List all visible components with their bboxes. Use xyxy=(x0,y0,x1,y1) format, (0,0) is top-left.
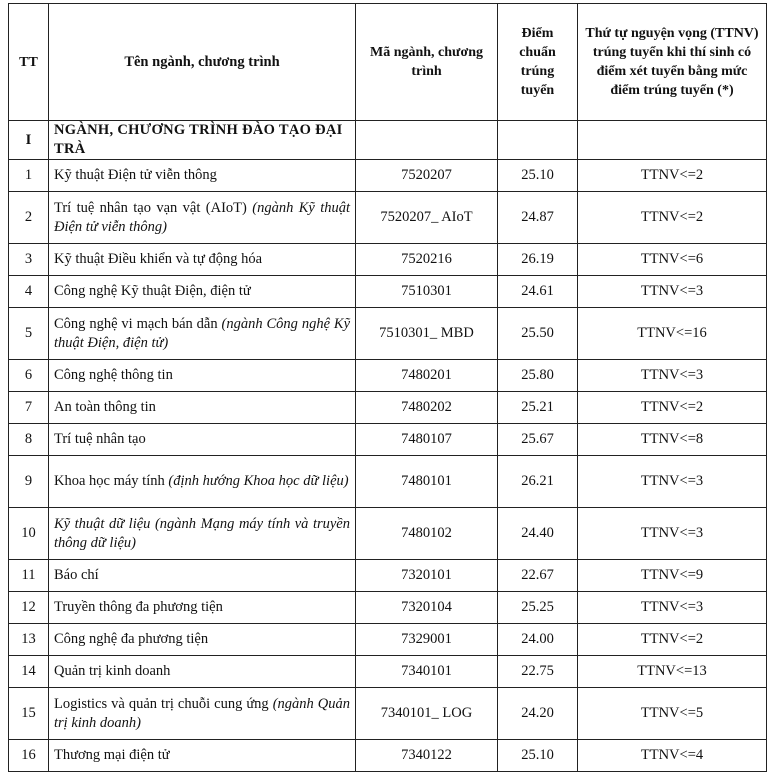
wish-order: TTNV<=2 xyxy=(578,624,767,656)
program-name-text: Công nghệ vi mạch bán dẫn xyxy=(54,315,218,332)
program-name-text: Công nghệ thông tin xyxy=(54,367,173,383)
program-name-text: Trí tuệ nhân tạo xyxy=(54,431,146,447)
program-name xyxy=(49,192,356,244)
wish-order: TTNV<=4 xyxy=(578,740,767,772)
wish-order: TTNV<=3 xyxy=(578,592,767,624)
program-name-text: Truyền thông đa phương tiện xyxy=(54,599,223,615)
program-name xyxy=(49,392,356,424)
program-code: 7480102 xyxy=(356,508,498,560)
row-number: 9 xyxy=(9,456,49,508)
row-number: 15 xyxy=(9,688,49,740)
row-number: 3 xyxy=(9,244,49,276)
wish-order: TTNV<=9 xyxy=(578,560,767,592)
program-code: 7520207 xyxy=(356,160,498,192)
wish-order: TTNV<=3 xyxy=(578,456,767,508)
table-row xyxy=(9,276,767,308)
cutoff-score: 25.67 xyxy=(498,424,578,456)
program-code: 7510301_ MBD xyxy=(356,308,498,360)
program-name xyxy=(49,508,356,560)
row-number: 13 xyxy=(9,624,49,656)
cutoff-score: 25.25 xyxy=(498,592,578,624)
program-note: (ngành Quản trị kinh doanh) xyxy=(54,695,350,731)
program-code: 7480202 xyxy=(356,392,498,424)
header-wish-order: Thứ tự nguyện vọng (TTNV) trúng tuyển khi thí sinh có điểm xét tuyển bằng mức điểm trúng tuyển (*) xyxy=(578,4,767,121)
wish-order: TTNV<=16 xyxy=(578,308,767,360)
row-number: 11 xyxy=(9,560,49,592)
wish-order: TTNV<=3 xyxy=(578,276,767,308)
program-name xyxy=(49,308,356,360)
table-row xyxy=(9,308,767,360)
header-program-name: Tên ngành, chương trình xyxy=(49,4,356,121)
row-number: 14 xyxy=(9,656,49,688)
cutoff-score: 25.80 xyxy=(498,360,578,392)
row-number: 10 xyxy=(9,508,49,560)
program-name xyxy=(49,688,356,740)
cutoff-score: 25.21 xyxy=(498,392,578,424)
row-number: 7 xyxy=(9,392,49,424)
program-code: 7320104 xyxy=(356,592,498,624)
header-tt: TT xyxy=(9,4,49,121)
table-row xyxy=(9,360,767,392)
cutoff-score: 24.00 xyxy=(498,624,578,656)
table-row xyxy=(9,560,767,592)
cutoff-score: 26.21 xyxy=(498,456,578,508)
cutoff-score: 26.19 xyxy=(498,244,578,276)
wish-order: TTNV<=2 xyxy=(578,392,767,424)
table-row xyxy=(9,456,767,508)
program-note: (định hướng Khoa học dữ liệu) xyxy=(168,473,349,489)
cutoff-score: 25.10 xyxy=(498,160,578,192)
section-row xyxy=(9,121,767,160)
wish-order: TTNV<=3 xyxy=(578,508,767,560)
program-name xyxy=(49,360,356,392)
row-number: 12 xyxy=(9,592,49,624)
wish-order: TTNV<=6 xyxy=(578,244,767,276)
cutoff-score: 24.87 xyxy=(498,192,578,244)
section-empty-cell xyxy=(578,121,767,160)
wish-order: TTNV<=8 xyxy=(578,424,767,456)
table-row xyxy=(9,740,767,772)
program-name-text: Thương mại điện tử xyxy=(54,747,170,763)
program-name xyxy=(49,244,356,276)
program-name-text: An toàn thông tin xyxy=(54,399,156,415)
table-row xyxy=(9,688,767,740)
section-title: NGÀNH, CHƯƠNG TRÌNH ĐÀO TẠO ĐẠI TRÀ xyxy=(49,121,356,160)
program-code: 7510301 xyxy=(356,276,498,308)
section-number: I xyxy=(9,121,49,160)
table-row xyxy=(9,624,767,656)
admission-score-table xyxy=(8,3,767,772)
program-name xyxy=(49,560,356,592)
program-code: 7480101 xyxy=(356,456,498,508)
program-name-text: Công nghệ Kỹ thuật Điện, điện tử xyxy=(54,283,251,299)
table-row xyxy=(9,160,767,192)
table-row xyxy=(9,656,767,688)
program-name xyxy=(49,740,356,772)
table-row xyxy=(9,192,767,244)
header-cutoff-score: Điểm chuẩn trúng tuyển xyxy=(498,4,578,121)
wish-order: TTNV<=5 xyxy=(578,688,767,740)
section-empty-cell xyxy=(356,121,498,160)
cutoff-score: 25.50 xyxy=(498,308,578,360)
table-row xyxy=(9,424,767,456)
program-name xyxy=(49,160,356,192)
program-name xyxy=(49,276,356,308)
program-code: 7340101 xyxy=(356,656,498,688)
program-note: (ngành Kỹ thuật Điện tử viễn thông) xyxy=(54,199,350,235)
program-name-text: Kỹ thuật Điện tử viễn thông xyxy=(54,167,217,183)
program-code: 7320101 xyxy=(356,560,498,592)
program-code: 7480107 xyxy=(356,424,498,456)
program-name-text: Kỹ thuật dữ liệu (ngành Mạng máy tính và truyền thông dữ liệu) xyxy=(54,515,350,551)
wish-order: TTNV<=2 xyxy=(578,160,767,192)
row-number: 6 xyxy=(9,360,49,392)
cutoff-score: 24.20 xyxy=(498,688,578,740)
cutoff-score: 24.61 xyxy=(498,276,578,308)
program-name-text: Công nghệ đa phương tiện xyxy=(54,631,209,647)
program-name-text: Báo chí xyxy=(54,567,99,583)
cutoff-score: 24.40 xyxy=(498,508,578,560)
table-row xyxy=(9,392,767,424)
program-name-text: Quản trị kinh doanh xyxy=(54,663,171,679)
program-name xyxy=(49,424,356,456)
wish-order: TTNV<=3 xyxy=(578,360,767,392)
table-header-row xyxy=(9,4,767,121)
program-name xyxy=(49,656,356,688)
cutoff-score: 25.10 xyxy=(498,740,578,772)
row-number: 8 xyxy=(9,424,49,456)
cutoff-score: 22.67 xyxy=(498,560,578,592)
table-row xyxy=(9,244,767,276)
row-number: 4 xyxy=(9,276,49,308)
program-code: 7329001 xyxy=(356,624,498,656)
program-code: 7520207_ AIoT xyxy=(356,192,498,244)
wish-order: TTNV<=13 xyxy=(578,656,767,688)
program-code: 7520216 xyxy=(356,244,498,276)
row-number: 16 xyxy=(9,740,49,772)
row-number: 1 xyxy=(9,160,49,192)
program-code: 7340101_ LOG xyxy=(356,688,498,740)
table-row xyxy=(9,508,767,560)
header-program-code: Mã ngành, chương trình xyxy=(356,4,498,121)
program-note: (ngành Công nghệ Kỹ thuật Điện, điện tử) xyxy=(54,315,351,351)
program-name-text: Trí tuệ nhân tạo vạn vật (AIoT) xyxy=(54,199,247,216)
program-name-text: Khoa học máy tính xyxy=(54,473,165,489)
program-name-text: Logistics và quản trị chuỗi cung ứng xyxy=(54,695,269,712)
table-row xyxy=(9,592,767,624)
cutoff-score: 22.75 xyxy=(498,656,578,688)
program-code: 7480201 xyxy=(356,360,498,392)
row-number: 2 xyxy=(9,192,49,244)
section-empty-cell xyxy=(498,121,578,160)
wish-order: TTNV<=2 xyxy=(578,192,767,244)
program-code: 7340122 xyxy=(356,740,498,772)
program-name xyxy=(49,592,356,624)
row-number: 5 xyxy=(9,308,49,360)
program-name xyxy=(49,456,356,508)
program-name xyxy=(49,624,356,656)
program-name-text: Kỹ thuật Điều khiển và tự động hóa xyxy=(54,251,262,267)
